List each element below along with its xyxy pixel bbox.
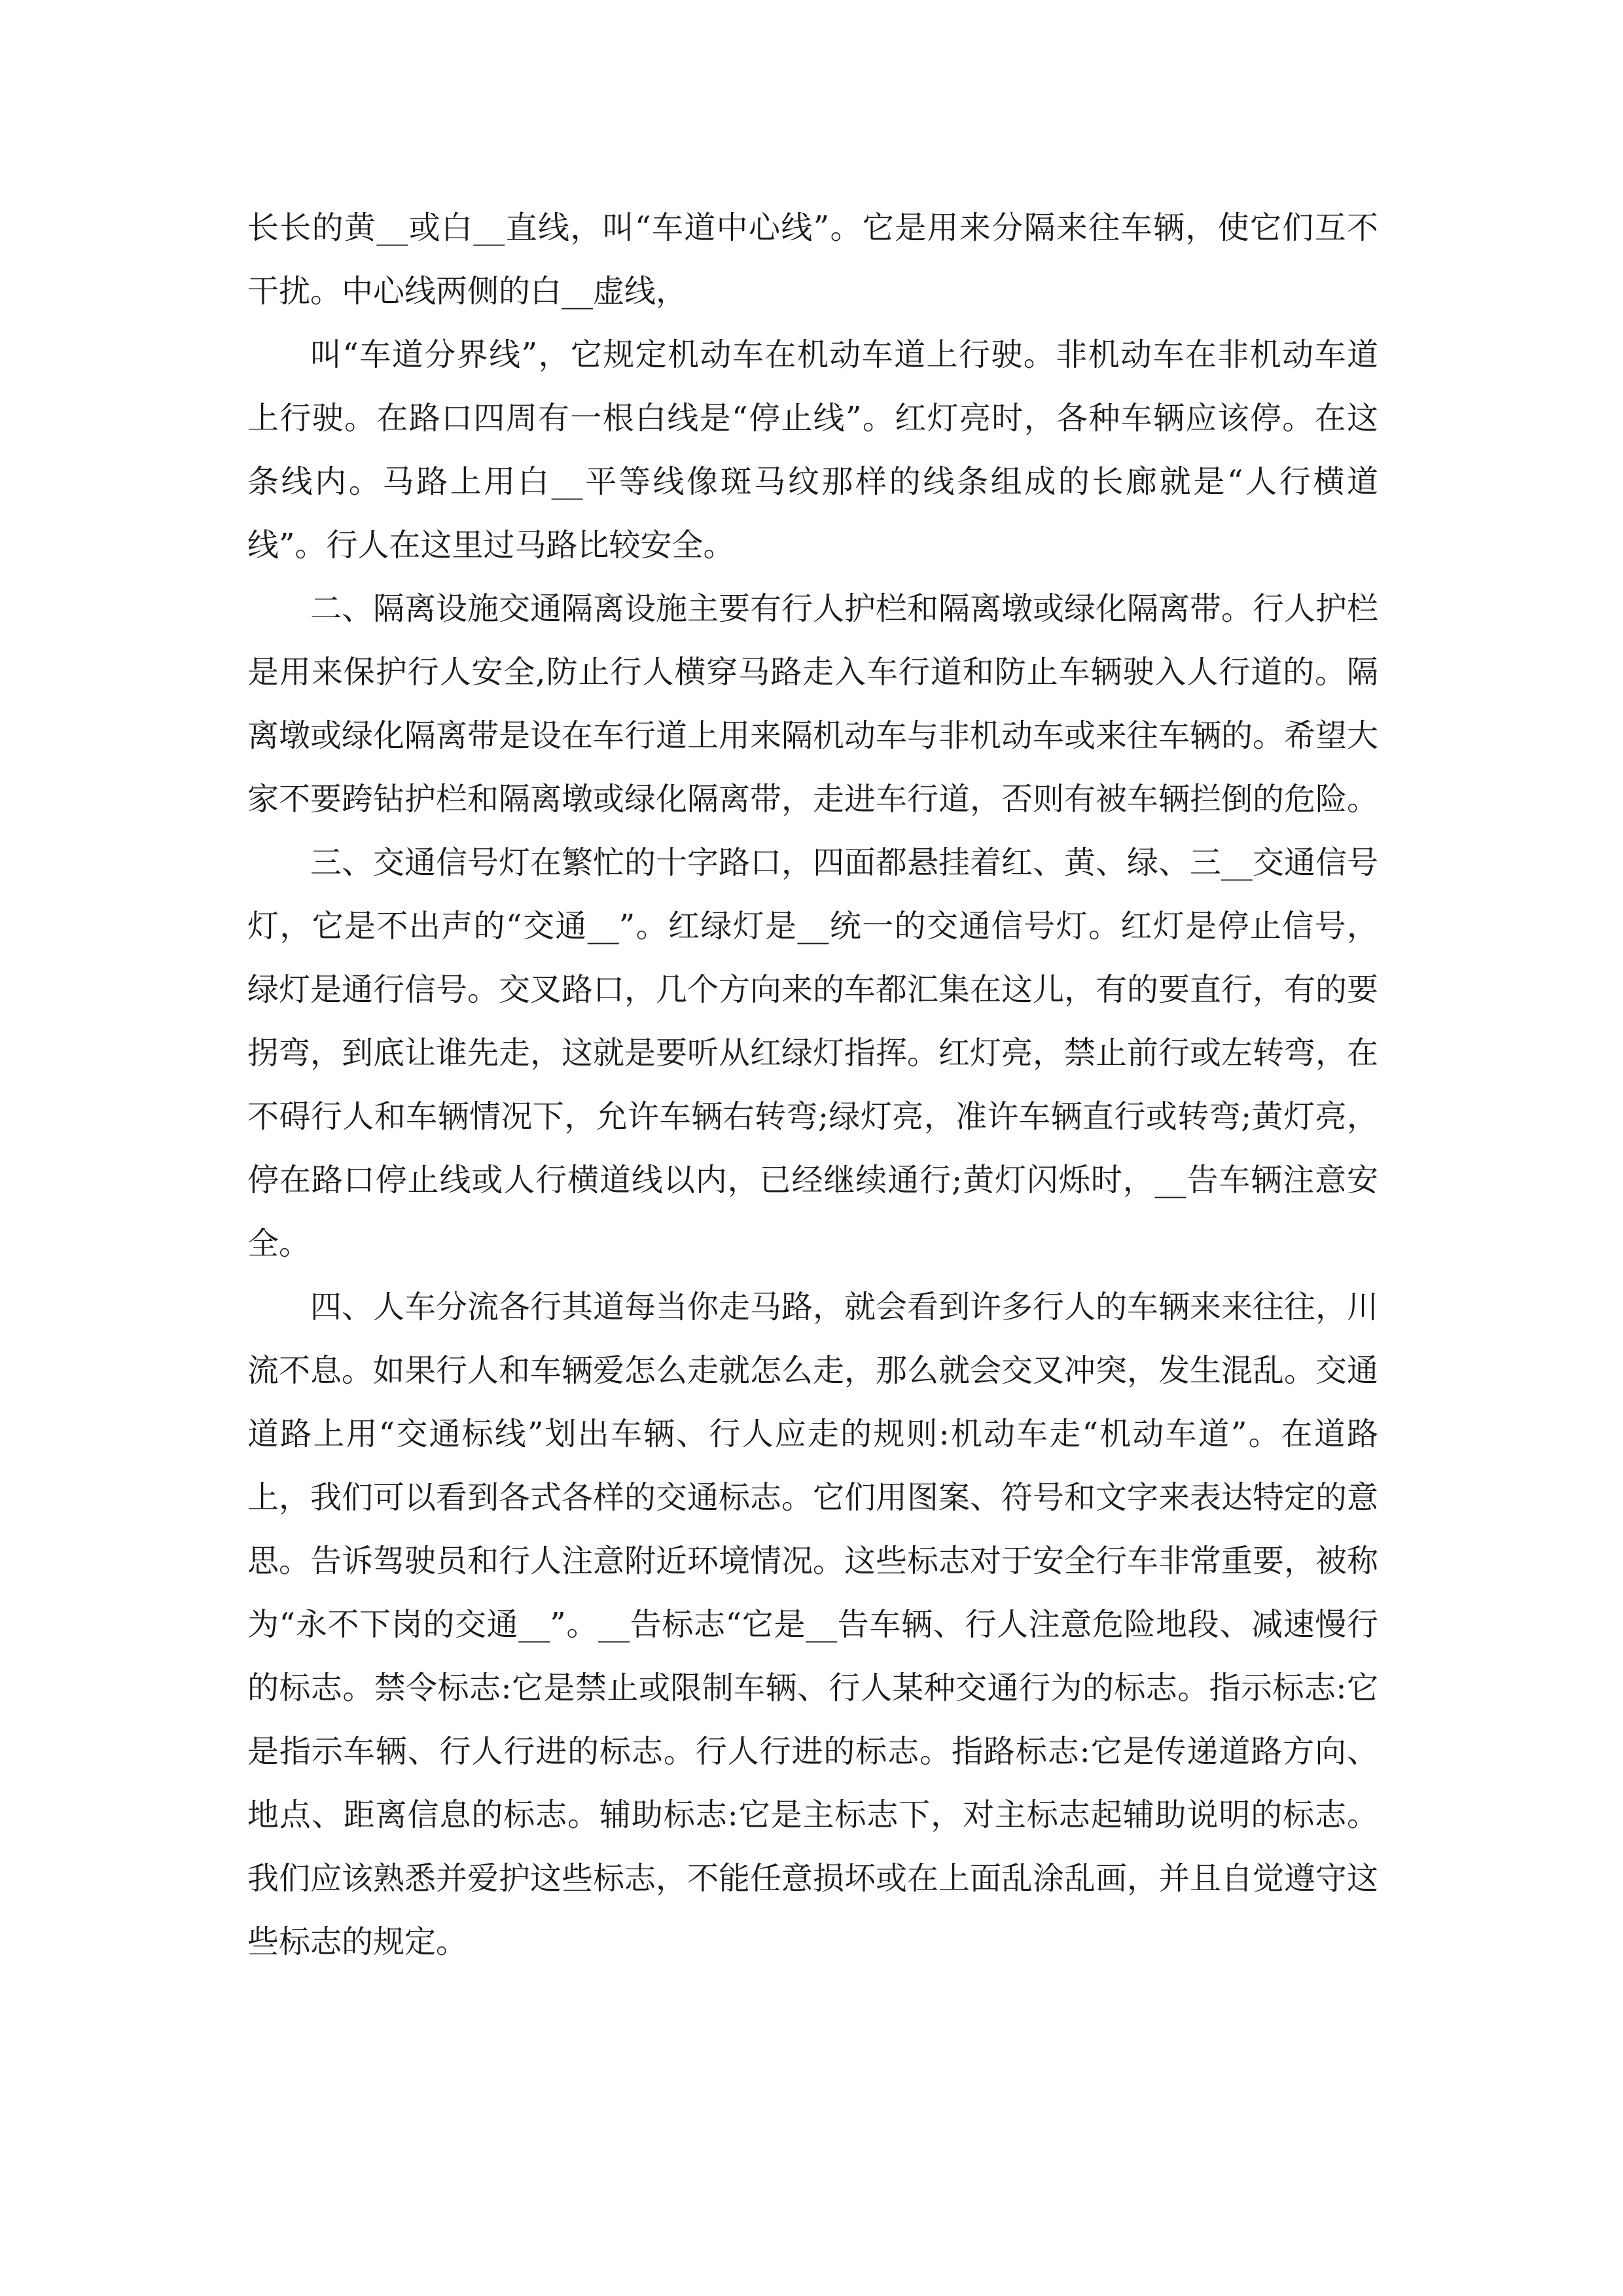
paragraph-isolation-facilities: 二、隔离设施交通隔离设施主要有行人护栏和隔离墩或绿化隔离带。行人护栏是用来保护行人安全,防止行人横穿马路走入车行道和防止车辆驶入人行道的。隔离墩或绿化隔离带是设在车行道上用来隔机动车与非机动车或来往车辆的。希望大家不要跨钻护栏和隔离墩或绿化隔离带，走进车行道，否则有被车辆拦倒的危险。 [247,590,1379,817]
paragraph-traffic-separation: 四、人车分流各行其道每当你走马路，就会看到许多行人的车辆来来往往，川流不息。如果行人和车辆爱怎么走就怎么走，那么就会交叉冲突，发生混乱。交通道路上用“交通标线”划出车辆、行人应走的规则:机动车走“机动车道”。在道路上，我们可以看到各式各样的交通标志。它们用图案、符号和文字来表达特定的意思。告诉驾驶员和行人注意附近环境情况。这些标志对于安全行车非常重要，被称为“永不下岗的交通__”。__告标志“它是__告车辆、行人注意危险地段、减速慢行的标志。禁令标志:它是禁止或限制车辆、行人某种交通行为的标志。指示标志:它是指示车辆、行人行进的标志。行人行进的标志。指路标志:它是传递道路方向、地点、距离信息的标志。辅助标志:它是主标志下，对主标志起辅助说明的标志。我们应该熟悉并爱护这些标志，不能任意损坏或在上面乱涂乱画，并且自觉遵守这些标志的规定。 [247,1289,1379,1960]
paragraph-traffic-lights: 三、交通信号灯在繁忙的十字路口，四面都悬挂着红、黄、绿、三__交通信号灯，它是不出声的“交通__”。红绿灯是__统一的交通信号灯。红灯是停止信号，绿灯是通行信号。交叉路口，几个方向来的车都汇集在这儿，有的要直行，有的要拐弯，到底让谁先走，这就是要听从红绿灯指挥。红灯亮，禁止前行或左转弯，在不碍行人和车辆情况下，允许车辆右转弯;绿灯亮，准许车辆直行或转弯;黄灯亮，停在路口停止线或人行横道线以内，已经继续通行;黄灯闪烁时，__告车辆注意安全。 [247,844,1379,1262]
paragraph-lane-center-line: 长长的黄__或白__直线，叫“车道中心线”。它是用来分隔来往车辆，使它们互不干扰。中心线两侧的白__虚线， [247,209,1378,310]
paragraph-lane-divider-line: 叫“车道分界线”，它规定机动车在机动车道上行驶。非机动车在非机动车道上行驶。在路口四周有一根白线是“停止线”。红灯亮时，各种车辆应该停。在这条线内。马路上用白__平等线像斑马纹那样的线条组成的长廊就是“人行横道线”。行人在这里过马路比较安全。 [247,336,1378,564]
document-body [247,196,1378,1974]
